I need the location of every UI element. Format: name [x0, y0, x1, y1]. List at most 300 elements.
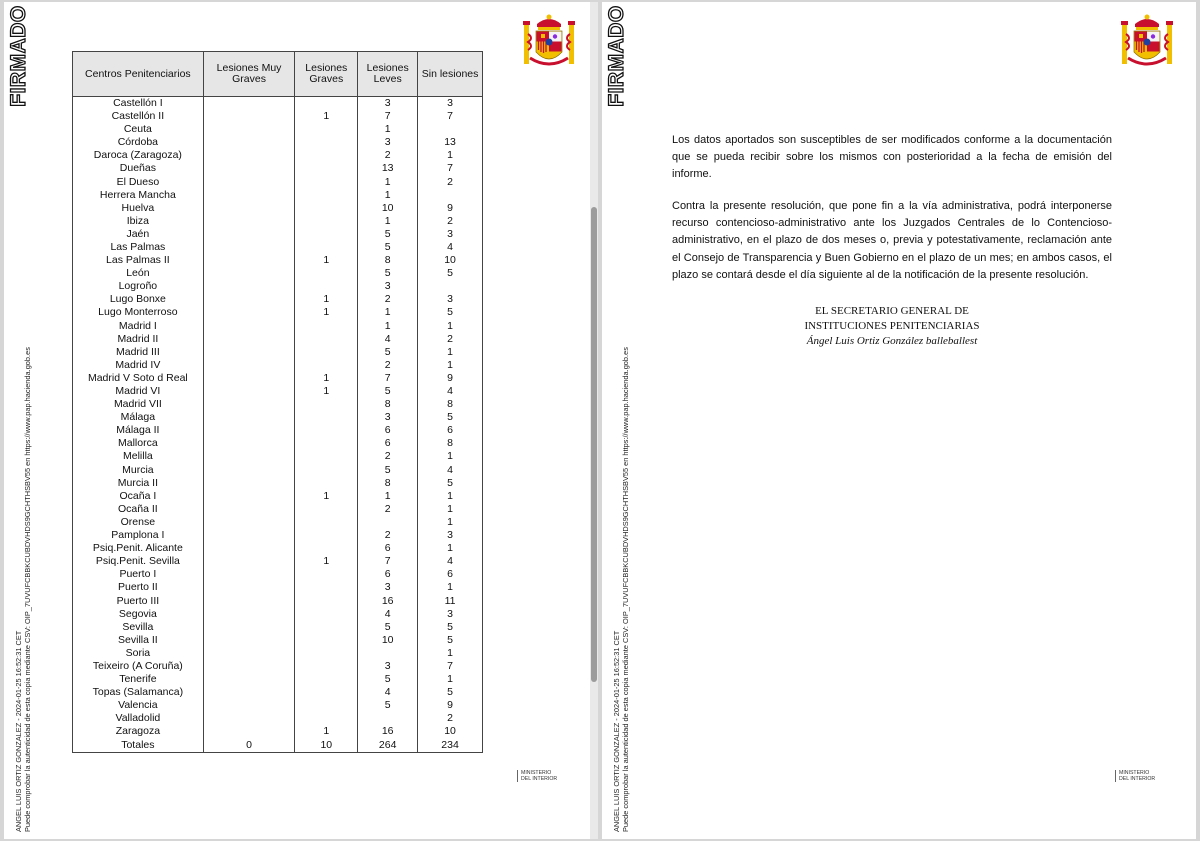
center-name-cell: El Dueso: [73, 175, 204, 188]
count-cell: [295, 398, 358, 411]
center-name-cell: Topas (Salamanca): [73, 686, 204, 699]
count-cell: [203, 293, 295, 306]
center-name-cell: Málaga II: [73, 424, 204, 437]
count-cell: 13: [418, 136, 483, 149]
count-cell: 6: [418, 568, 483, 581]
count-cell: [203, 503, 295, 516]
count-cell: 3: [358, 660, 418, 673]
count-cell: [203, 424, 295, 437]
center-name-cell: Murcia: [73, 464, 204, 477]
count-cell: 1: [418, 542, 483, 555]
count-cell: [203, 673, 295, 686]
header-graves: Lesiones Graves: [295, 52, 358, 97]
count-cell: [295, 280, 358, 293]
center-name-cell: Madrid III: [73, 346, 204, 359]
count-cell: 2: [358, 503, 418, 516]
count-cell: [295, 503, 358, 516]
count-cell: [203, 136, 295, 149]
coat-of-arms-icon: [520, 12, 578, 76]
center-name-cell: Zaragoza: [73, 725, 204, 738]
count-cell: [203, 372, 295, 385]
count-cell: 5: [358, 621, 418, 634]
ministry-logo: MINISTERIO DEL INTERIOR: [517, 770, 557, 782]
center-name-cell: Madrid II: [73, 333, 204, 346]
count-cell: 8: [358, 477, 418, 490]
table-row: [73, 320, 483, 333]
count-cell: 0: [203, 739, 295, 753]
count-cell: 6: [418, 424, 483, 437]
count-cell: [203, 267, 295, 280]
table-row: [73, 306, 483, 319]
table-row: [73, 568, 483, 581]
center-name-cell: Puerto I: [73, 568, 204, 581]
count-cell: [295, 189, 358, 202]
center-name-cell: Mallorca: [73, 437, 204, 450]
count-cell: [295, 529, 358, 542]
count-cell: [358, 516, 418, 529]
count-cell: 1: [358, 490, 418, 503]
table-row: [73, 581, 483, 594]
count-cell: [295, 699, 358, 712]
count-cell: [295, 162, 358, 175]
count-cell: [295, 333, 358, 346]
center-name-cell: Ocaña II: [73, 503, 204, 516]
count-cell: [203, 110, 295, 123]
count-cell: [203, 280, 295, 293]
count-cell: [203, 359, 295, 372]
count-cell: 7: [418, 162, 483, 175]
count-cell: 3: [358, 581, 418, 594]
header-sin-lesiones: Sin lesiones: [418, 52, 483, 97]
csv-line: Puede comprobar la autenticidad de esta copia mediante CSV: OIP_7UVUFCBBKCUBDVHDS9GCHTHSBV55 en https://www.pap.hacienda.gob.es: [23, 347, 32, 832]
table-row: [73, 555, 483, 568]
count-cell: 1: [358, 215, 418, 228]
count-cell: 7: [418, 110, 483, 123]
signer-title-2: INSTITUCIONES PENITENCIARIAS: [804, 320, 980, 332]
count-cell: [295, 568, 358, 581]
firmado-stamp: FIRMADO: [7, 5, 30, 107]
document-page-1: [4, 2, 598, 839]
count-cell: [295, 215, 358, 228]
count-cell: 7: [418, 660, 483, 673]
table-row: [73, 149, 483, 162]
count-cell: [295, 608, 358, 621]
resolution-text: [672, 132, 1112, 299]
table-row: [73, 725, 483, 738]
count-cell: 3: [418, 293, 483, 306]
table-row: [73, 673, 483, 686]
count-cell: 3: [418, 529, 483, 542]
center-name-cell: Totales: [73, 739, 204, 753]
table-row: [73, 542, 483, 555]
count-cell: 3: [418, 228, 483, 241]
count-cell: 10: [358, 634, 418, 647]
count-cell: [295, 175, 358, 188]
count-cell: 264: [358, 739, 418, 753]
count-cell: [203, 464, 295, 477]
count-cell: 5: [358, 673, 418, 686]
table-row: [73, 97, 483, 111]
count-cell: [295, 581, 358, 594]
center-name-cell: Jaén: [73, 228, 204, 241]
center-name-cell: Segovia: [73, 608, 204, 621]
table-row: [73, 477, 483, 490]
count-cell: 10: [418, 725, 483, 738]
count-cell: 5: [418, 411, 483, 424]
count-cell: 8: [418, 437, 483, 450]
center-name-cell: Huelva: [73, 202, 204, 215]
table-row: [73, 699, 483, 712]
center-name-cell: Puerto II: [73, 581, 204, 594]
count-cell: [203, 241, 295, 254]
count-cell: [203, 346, 295, 359]
count-cell: [203, 306, 295, 319]
count-cell: [203, 699, 295, 712]
center-name-cell: Madrid I: [73, 320, 204, 333]
table-row: [73, 647, 483, 660]
count-cell: 4: [418, 464, 483, 477]
count-cell: [203, 398, 295, 411]
count-cell: 3: [418, 97, 483, 111]
table-row: [73, 686, 483, 699]
count-cell: [295, 464, 358, 477]
count-cell: [203, 581, 295, 594]
count-cell: 1: [295, 293, 358, 306]
center-name-cell: Tenerife: [73, 673, 204, 686]
count-cell: [203, 621, 295, 634]
count-cell: 3: [418, 608, 483, 621]
center-name-cell: Lugo Bonxe: [73, 293, 204, 306]
count-cell: 2: [418, 712, 483, 725]
count-cell: 2: [358, 149, 418, 162]
table-header-row: [73, 52, 483, 97]
count-cell: 1: [358, 189, 418, 202]
count-cell: 1: [418, 673, 483, 686]
table-row: [73, 123, 483, 136]
count-cell: 1: [295, 306, 358, 319]
count-cell: [295, 359, 358, 372]
count-cell: 2: [358, 359, 418, 372]
count-cell: [358, 712, 418, 725]
count-cell: [295, 660, 358, 673]
count-cell: [203, 215, 295, 228]
count-cell: [295, 712, 358, 725]
count-cell: 4: [358, 686, 418, 699]
count-cell: [418, 280, 483, 293]
count-cell: [295, 136, 358, 149]
count-cell: 1: [295, 372, 358, 385]
count-cell: [203, 647, 295, 660]
table-row: [73, 215, 483, 228]
count-cell: [295, 621, 358, 634]
count-cell: 4: [418, 241, 483, 254]
count-cell: 16: [358, 725, 418, 738]
table-row: [73, 110, 483, 123]
center-name-cell: Castellón II: [73, 110, 204, 123]
count-cell: 4: [418, 385, 483, 398]
count-cell: 5: [418, 686, 483, 699]
count-cell: [295, 634, 358, 647]
table-row: [73, 516, 483, 529]
center-name-cell: Madrid VI: [73, 385, 204, 398]
table-row: [73, 424, 483, 437]
count-cell: 5: [418, 267, 483, 280]
count-cell: 4: [358, 608, 418, 621]
count-cell: 9: [418, 699, 483, 712]
table-row: [73, 267, 483, 280]
count-cell: 16: [358, 594, 418, 607]
table-row: [73, 359, 483, 372]
center-name-cell: Psiq.Penit. Alicante: [73, 542, 204, 555]
table-row: [73, 372, 483, 385]
table-row: [73, 202, 483, 215]
count-cell: 2: [418, 175, 483, 188]
count-cell: [418, 189, 483, 202]
table-row: [73, 333, 483, 346]
signature-block: [722, 304, 1062, 349]
count-cell: [358, 647, 418, 660]
count-cell: [203, 555, 295, 568]
count-cell: 8: [418, 398, 483, 411]
count-cell: 10: [295, 739, 358, 753]
center-name-cell: Daroca (Zaragoza): [73, 149, 204, 162]
coat-of-arms-icon: [1118, 12, 1176, 76]
count-cell: 5: [358, 267, 418, 280]
count-cell: [295, 202, 358, 215]
table-row: [73, 712, 483, 725]
header-leves: Lesiones Leves: [358, 52, 418, 97]
count-cell: 10: [418, 254, 483, 267]
header-muy-graves: Lesiones Muy Graves: [203, 52, 295, 97]
count-cell: [203, 594, 295, 607]
center-name-cell: Sevilla: [73, 621, 204, 634]
count-cell: 5: [358, 699, 418, 712]
center-name-cell: Ocaña I: [73, 490, 204, 503]
document-page-2: [602, 2, 1196, 839]
count-cell: [203, 568, 295, 581]
table-row: [73, 385, 483, 398]
table-row: [73, 594, 483, 607]
center-name-cell: Pamplona I: [73, 529, 204, 542]
table-row: [73, 411, 483, 424]
table-row: [73, 660, 483, 673]
center-name-cell: Madrid V Soto d Real: [73, 372, 204, 385]
count-cell: 5: [418, 477, 483, 490]
center-name-cell: Valencia: [73, 699, 204, 712]
count-cell: [203, 542, 295, 555]
count-cell: 5: [358, 346, 418, 359]
table-row: [73, 136, 483, 149]
penitentiary-injuries-table: [72, 51, 483, 753]
center-name-cell: Madrid IV: [73, 359, 204, 372]
count-cell: 3: [358, 136, 418, 149]
count-cell: 4: [358, 333, 418, 346]
table-row: [73, 189, 483, 202]
count-cell: 1: [418, 647, 483, 660]
count-cell: [203, 189, 295, 202]
count-cell: 1: [295, 254, 358, 267]
count-cell: 6: [358, 568, 418, 581]
center-name-cell: Madrid VII: [73, 398, 204, 411]
authenticity-note: [607, 347, 635, 832]
center-name-cell: Córdoba: [73, 136, 204, 149]
table-row: [73, 175, 483, 188]
table-row: [73, 464, 483, 477]
count-cell: [203, 516, 295, 529]
count-cell: 1: [358, 306, 418, 319]
count-cell: [295, 320, 358, 333]
center-name-cell: Dueñas: [73, 162, 204, 175]
table-row: [73, 241, 483, 254]
table-row: [73, 529, 483, 542]
count-cell: 2: [358, 450, 418, 463]
count-cell: 1: [358, 175, 418, 188]
center-name-cell: Las Palmas: [73, 241, 204, 254]
count-cell: [203, 123, 295, 136]
count-cell: [203, 529, 295, 542]
count-cell: 1: [418, 581, 483, 594]
csv-line: Puede comprobar la autenticidad de esta copia mediante CSV: OIP_7UVUFCBBKCUBDVHDS9GCHTHSBV55 en https://www.pap.hacienda.gob.es: [621, 347, 630, 832]
table-row: [73, 490, 483, 503]
count-cell: [203, 437, 295, 450]
count-cell: 6: [358, 542, 418, 555]
center-name-cell: Lugo Monterroso: [73, 306, 204, 319]
ministry-logo: MINISTERIO DEL INTERIOR: [1115, 770, 1155, 782]
count-cell: 1: [295, 555, 358, 568]
table-row: [73, 280, 483, 293]
count-cell: [418, 123, 483, 136]
table-row: [73, 228, 483, 241]
count-cell: [203, 228, 295, 241]
count-cell: 13: [358, 162, 418, 175]
count-cell: [203, 411, 295, 424]
count-cell: [203, 385, 295, 398]
scroll-thumb[interactable]: [591, 207, 597, 682]
count-cell: 7: [358, 555, 418, 568]
table-row: [73, 293, 483, 306]
center-name-cell: Ibiza: [73, 215, 204, 228]
count-cell: 6: [358, 437, 418, 450]
count-cell: [295, 149, 358, 162]
count-cell: 5: [358, 241, 418, 254]
count-cell: [295, 673, 358, 686]
count-cell: [295, 346, 358, 359]
count-cell: 5: [358, 464, 418, 477]
center-name-cell: Herrera Mancha: [73, 189, 204, 202]
count-cell: 2: [418, 333, 483, 346]
count-cell: [295, 123, 358, 136]
center-name-cell: Melilla: [73, 450, 204, 463]
count-cell: 1: [295, 490, 358, 503]
center-name-cell: Valladolid: [73, 712, 204, 725]
count-cell: 7: [358, 372, 418, 385]
count-cell: [295, 228, 358, 241]
count-cell: [295, 437, 358, 450]
count-cell: 9: [418, 372, 483, 385]
count-cell: 1: [418, 490, 483, 503]
count-cell: 1: [418, 450, 483, 463]
count-cell: [203, 333, 295, 346]
table-row: [73, 608, 483, 621]
center-name-cell: Las Palmas II: [73, 254, 204, 267]
center-name-cell: Castellón I: [73, 97, 204, 111]
appeal-paragraph: Contra la presente resolución, que pone fin a la vía administrativa, podrá interponerse recurso contencioso-administrativo ante los Juzgados Centrales de lo Contencioso-administrativo, en el plazo de dos meses o, previa y potestativamente, reclamación ante el Consejo de Transparencia y Buen Gobierno en el plazo de un mes; en ambos casos, el plazo se contará desde el día siguiente al de la notificación de la presente resolución.: [672, 200, 1112, 281]
count-cell: 7: [358, 110, 418, 123]
count-cell: 3: [358, 411, 418, 424]
table-row: [73, 503, 483, 516]
center-name-cell: Psiq.Penit. Sevilla: [73, 555, 204, 568]
count-cell: [295, 424, 358, 437]
count-cell: [295, 97, 358, 111]
center-name-cell: León: [73, 267, 204, 280]
signer-name: Ángel Luis Ortiz González balleballest: [806, 335, 978, 347]
firmado-stamp: FIRMADO: [605, 5, 628, 107]
count-cell: [295, 267, 358, 280]
count-cell: 9: [418, 202, 483, 215]
center-name-cell: Soria: [73, 647, 204, 660]
count-cell: 11: [418, 594, 483, 607]
count-cell: 1: [418, 359, 483, 372]
count-cell: 1: [418, 320, 483, 333]
count-cell: 2: [418, 215, 483, 228]
center-name-cell: Málaga: [73, 411, 204, 424]
count-cell: [203, 608, 295, 621]
table-row: [73, 398, 483, 411]
count-cell: [295, 542, 358, 555]
center-name-cell: Orense: [73, 516, 204, 529]
count-cell: [295, 686, 358, 699]
count-cell: 5: [418, 621, 483, 634]
count-cell: [203, 660, 295, 673]
header-centros: Centros Penitenciarios: [73, 52, 204, 97]
count-cell: [203, 320, 295, 333]
center-name-cell: Sevilla II: [73, 634, 204, 647]
count-cell: [203, 450, 295, 463]
count-cell: 1: [295, 110, 358, 123]
count-cell: [295, 241, 358, 254]
count-cell: 1: [358, 123, 418, 136]
count-cell: 1: [418, 503, 483, 516]
count-cell: 1: [295, 385, 358, 398]
count-cell: 8: [358, 254, 418, 267]
signer-title-1: EL SECRETARIO GENERAL DE: [815, 305, 969, 317]
count-cell: [295, 411, 358, 424]
count-cell: 1: [418, 516, 483, 529]
count-cell: 1: [418, 346, 483, 359]
table-body: [73, 97, 483, 753]
count-cell: [203, 175, 295, 188]
count-cell: 2: [358, 293, 418, 306]
totals-row: [73, 739, 483, 753]
table-row: [73, 450, 483, 463]
count-cell: [203, 162, 295, 175]
count-cell: [295, 450, 358, 463]
center-name-cell: Ceuta: [73, 123, 204, 136]
count-cell: [203, 97, 295, 111]
count-cell: [203, 686, 295, 699]
count-cell: 1: [295, 725, 358, 738]
count-cell: [203, 477, 295, 490]
count-cell: 2: [358, 529, 418, 542]
center-name-cell: Puerto III: [73, 594, 204, 607]
count-cell: [203, 149, 295, 162]
count-cell: 4: [418, 555, 483, 568]
vertical-scrollbar[interactable]: [590, 2, 598, 839]
count-cell: [203, 634, 295, 647]
count-cell: 1: [418, 149, 483, 162]
table-row: [73, 346, 483, 359]
count-cell: 6: [358, 424, 418, 437]
